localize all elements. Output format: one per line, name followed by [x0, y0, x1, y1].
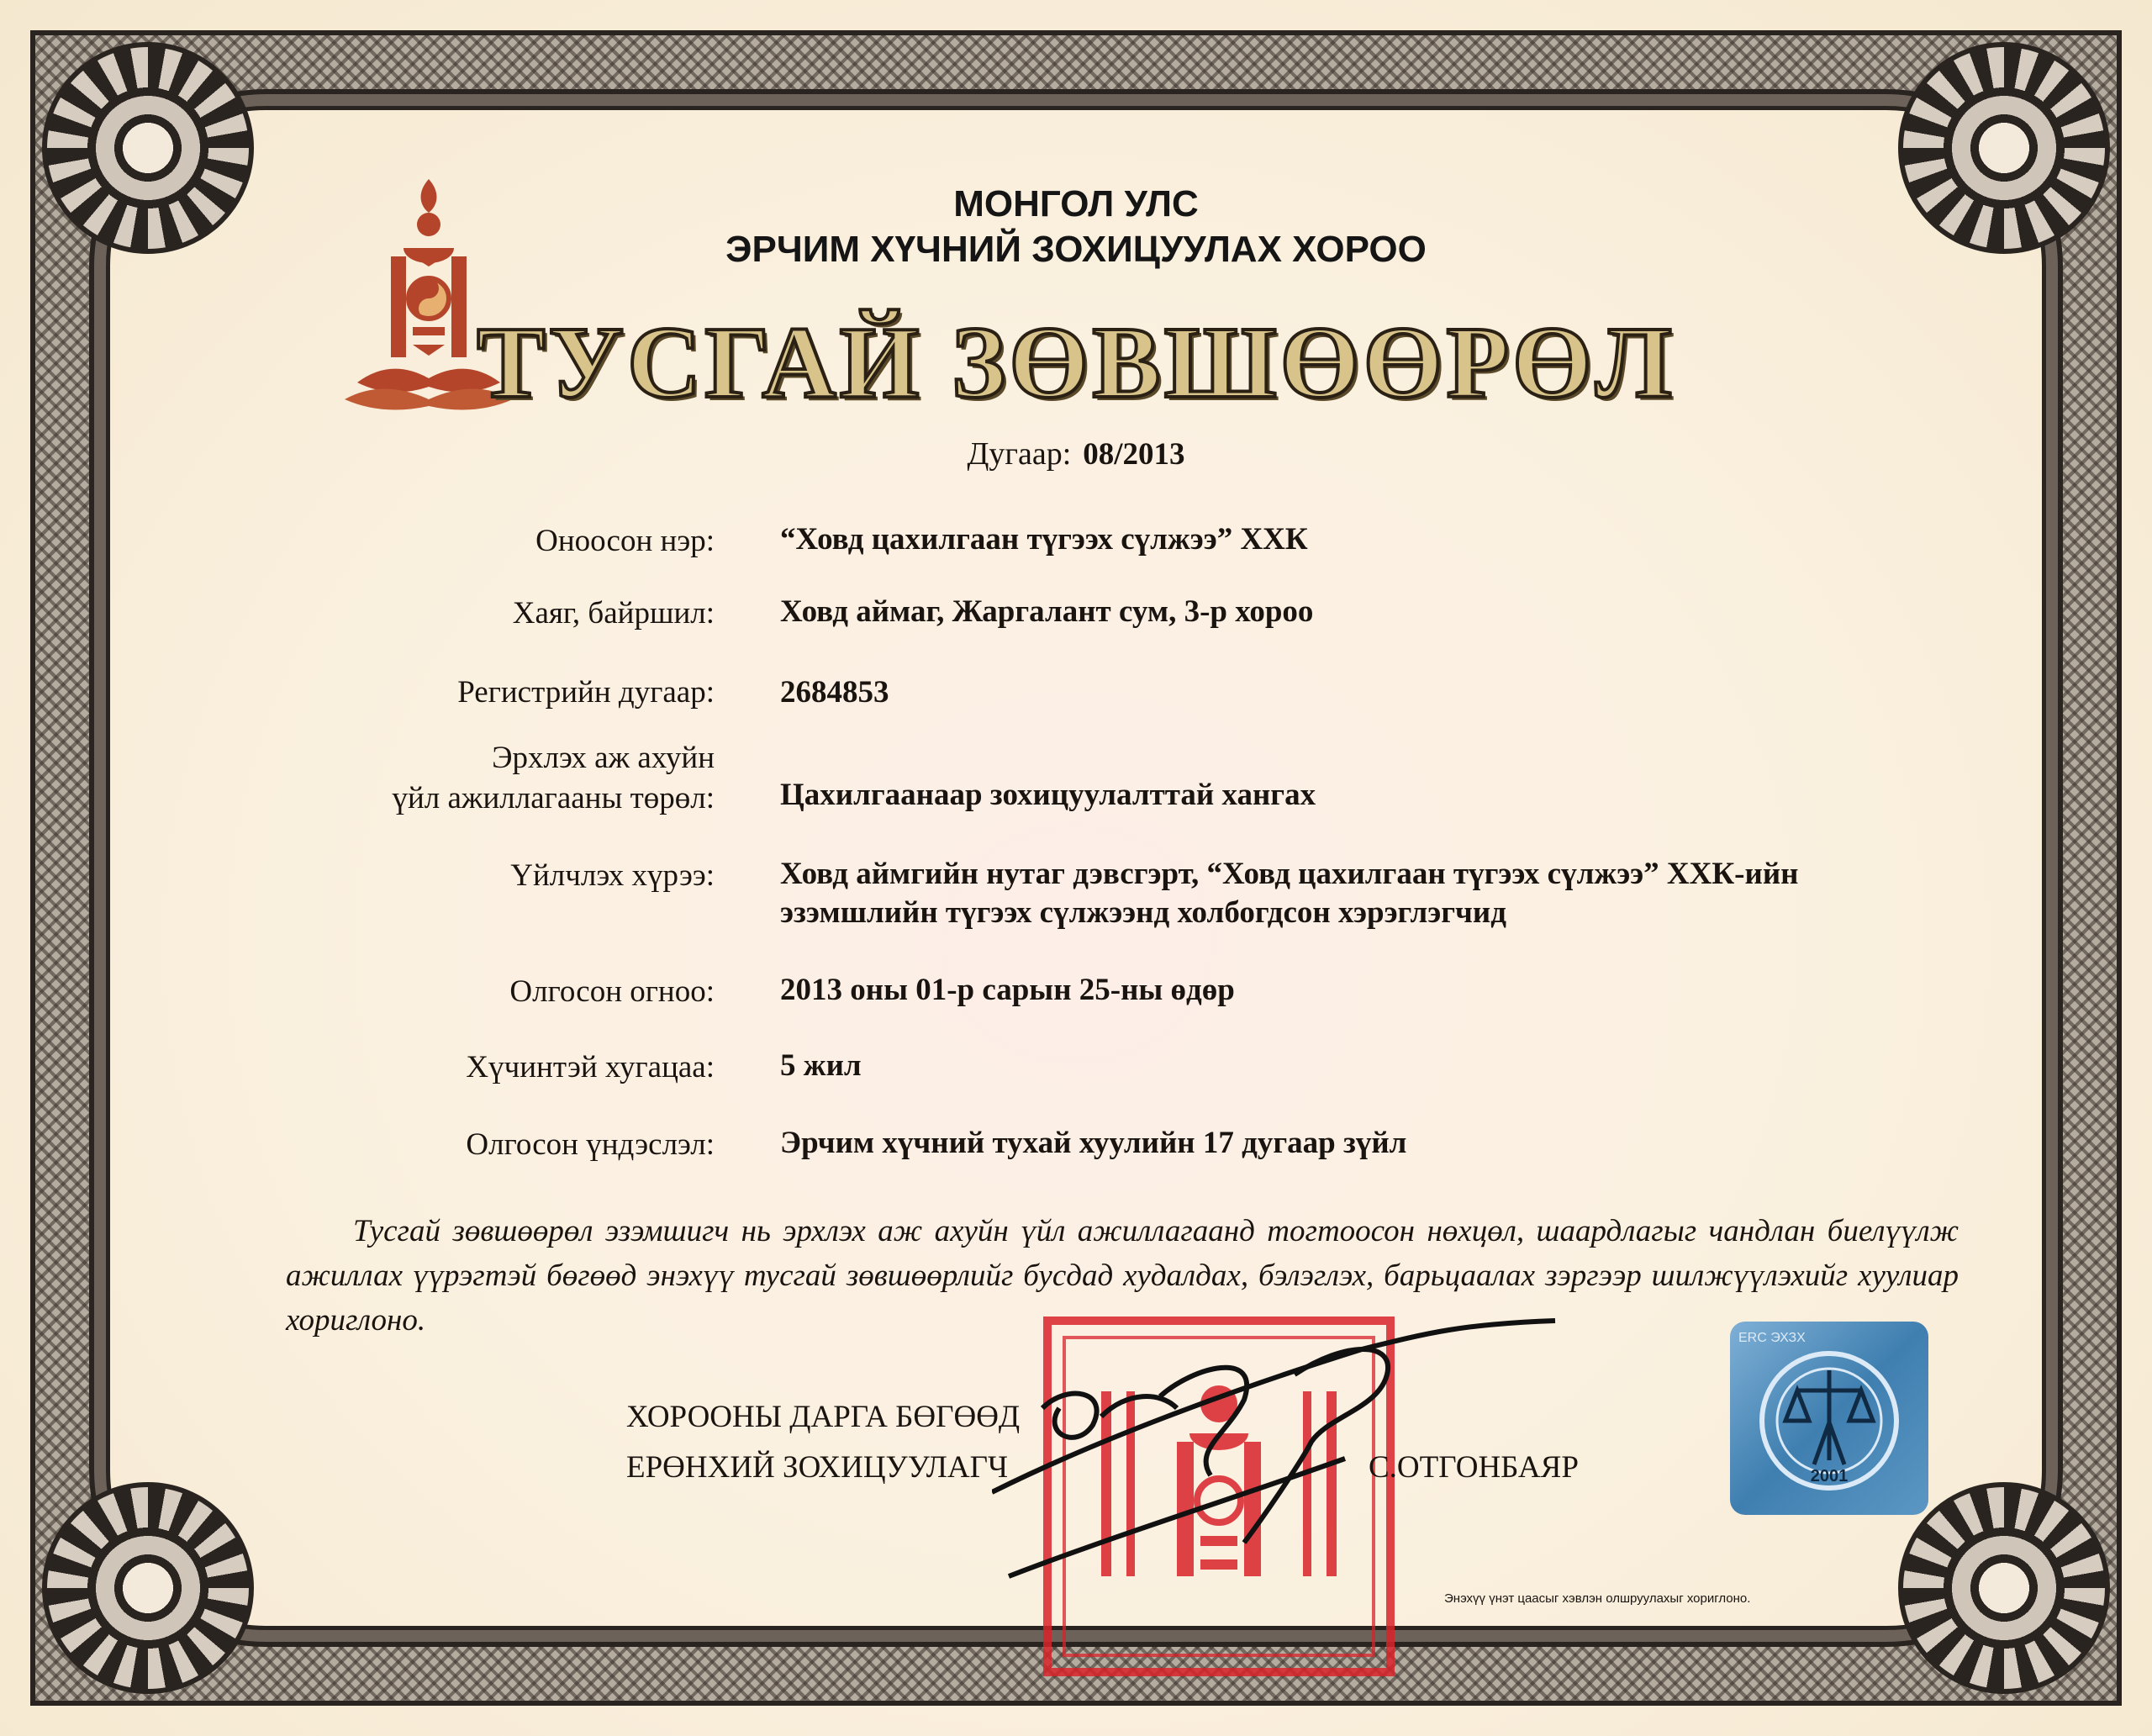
- country-heading: МОНГОЛ УЛС: [953, 183, 1199, 224]
- agency-heading: ЭРЧИМ ХҮЧНИЙ ЗОХИЦУУЛАХ ХОРОО: [725, 229, 1427, 270]
- activity-label-line2: үйл ажиллагааны төрөл:: [392, 781, 715, 815]
- corner-knot-ornament: [42, 1482, 254, 1694]
- signatory-name: С.ОТГОНБАЯР: [1369, 1450, 1579, 1485]
- corner-knot-ornament: [1898, 1482, 2110, 1694]
- address-label: Хаяг, байршил:: [512, 596, 715, 631]
- anti-copy-footnote: Энэхүү үнэт цаасыг хэвлэн олшруулахыг хориглоно.: [1444, 1591, 1751, 1606]
- registration-value: 2684853: [780, 675, 889, 710]
- service-area-value-line2: эзэмшлийн түгээх сүлжээнд холбогдсон хэрэглэгчид: [780, 895, 1506, 930]
- validity-label: Хүчинтэй хугацаа:: [466, 1050, 715, 1084]
- license-number: [0, 435, 2152, 472]
- signatory-title-line1: ХОРООНЫ ДАРГА БӨГӨӨД: [626, 1400, 1021, 1434]
- name-value: “Ховд цахилгаан түгээх сүлжээ” ХХК: [780, 522, 1308, 557]
- basis-value: Эрчим хүчний тухай хуулийн 17 дугаар зүйл: [780, 1126, 1407, 1160]
- validity-value: 5 жил: [780, 1048, 862, 1083]
- address-value: Ховд аймаг, Жаргалант сум, 3-р хороо: [780, 594, 1314, 629]
- document-title: ТУСГАЙ ЗӨВШӨӨРӨЛ: [477, 306, 1675, 419]
- hologram-text: ERC ЭХЗХ: [1738, 1331, 1806, 1345]
- issue-date-value: 2013 оны 01-р сарын 25-ны өдөр: [780, 973, 1235, 1007]
- license-number-value: 08/2013: [1083, 437, 1185, 472]
- service-area-value-line1: Ховд аймгийн нутаг дэвсгэрт, “Ховд цахилгаан түгээх сүлжээ” ХХК-ийн: [780, 857, 1799, 891]
- activity-label-line1: Эрхлэх аж ахуйн: [492, 741, 715, 775]
- service-area-label: Үйлчлэх хүрээ:: [510, 858, 715, 893]
- registration-label: Регистрийн дугаар:: [457, 675, 715, 710]
- hologram-year: 2001: [1810, 1467, 1849, 1485]
- activity-value: Цахилгаанаар зохицуулалттай хангах: [780, 778, 1316, 812]
- name-label: Оноосон нэр:: [535, 524, 715, 558]
- basis-label: Олгосон үндэслэл:: [466, 1127, 715, 1162]
- hologram-seal: [1730, 1322, 1928, 1515]
- license-number-label: Дугаар:: [967, 436, 1072, 472]
- terms-paragraph: Тусгай зөвшөөрөл эзэмшигч нь эрхлэх аж ахуйн үйл ажиллагаанд тогтоосон нөхцөл, шаардлагыг чандлан биелүүлж ажиллах үүрэгтэй бөгөөд энэхүү тусгай зөвшөөрлийг бусдад худалдах, бэлэглэх, барьцаалах зэргээр шилжүүлэхийг хуулиар хориглоно.: [286, 1214, 1959, 1338]
- issue-date-label: Олгосон огноо:: [509, 974, 715, 1009]
- signatory-title-line2: ЕРӨНХИЙ ЗОХИЦУУЛАГЧ: [626, 1450, 1009, 1485]
